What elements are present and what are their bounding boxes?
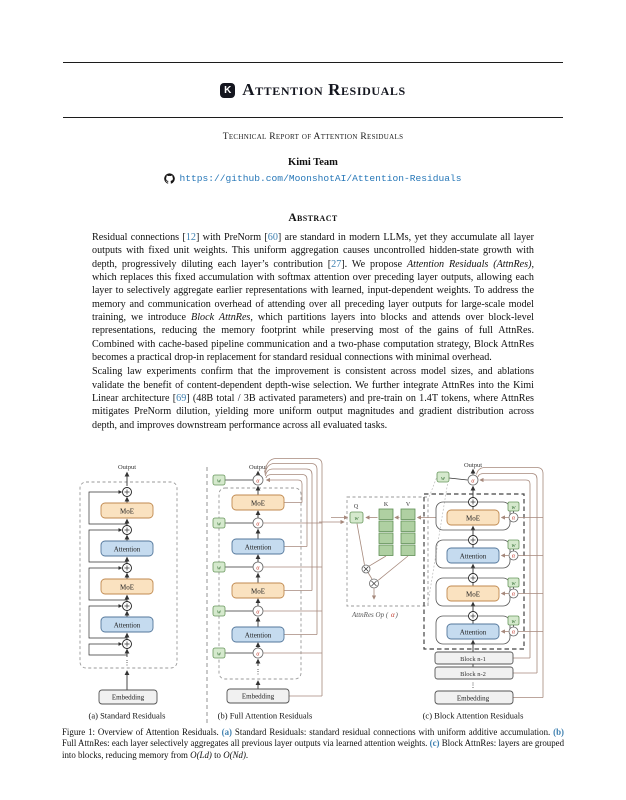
attention-label: Attention bbox=[113, 621, 141, 630]
embedding-label: Embedding bbox=[456, 694, 490, 703]
inset-caption-alpha: α bbox=[391, 611, 395, 619]
paper-title: Attention Residuals bbox=[242, 80, 406, 99]
author-name: Kimi Team bbox=[288, 157, 338, 168]
figure-caption: Figure 1: Overview of Attention Residuals. (a) Standard Residuals: standard residual connections with uniform additive accumulation. (b) Full AttnRes: each layer selectively aggregates all previous layer outputs via learned attention weights. (c) Block AttnRes: layers are grouped into blocks, reducing memory from O(Ld) to O(Nd). bbox=[62, 727, 565, 760]
svg-text:α: α bbox=[511, 553, 516, 560]
svg-text:w: w bbox=[216, 521, 222, 528]
weight-link bbox=[449, 478, 468, 480]
attnres-op-inset bbox=[331, 477, 448, 620]
moe-label: MoE bbox=[120, 507, 134, 516]
svg-text:α: α bbox=[511, 591, 516, 598]
svg-text:w: w bbox=[511, 580, 516, 587]
abstract-heading: Abstract bbox=[288, 212, 338, 224]
svg-text:α: α bbox=[511, 515, 516, 522]
moe-label: MoE bbox=[120, 583, 134, 592]
paper-subtitle: Technical Report of Attention Residuals bbox=[222, 132, 404, 142]
svg-text:α: α bbox=[256, 609, 260, 616]
moe-label: MoE bbox=[251, 587, 265, 596]
block-group bbox=[436, 612, 519, 645]
block-group bbox=[436, 536, 519, 569]
query-label: Q bbox=[353, 504, 359, 510]
attn-residual-channels bbox=[264, 459, 345, 697]
svg-text:α: α bbox=[256, 651, 260, 658]
svg-text:α: α bbox=[256, 478, 260, 485]
attention-label: Attention bbox=[459, 552, 487, 561]
attention-label: Attention bbox=[459, 628, 487, 637]
diagram-c-block-attnres bbox=[423, 462, 543, 721]
block-n1-label: Block n-1 bbox=[460, 655, 486, 663]
output-label: Output bbox=[117, 464, 137, 471]
value-label: V bbox=[405, 502, 411, 508]
zoom-link-line bbox=[428, 477, 437, 501]
svg-text:w: w bbox=[511, 504, 516, 511]
block-group bbox=[436, 498, 519, 531]
subcaption-b: (b) Full Attention Residuals bbox=[217, 710, 313, 721]
header-rule-top bbox=[63, 62, 563, 63]
key-label: K bbox=[383, 502, 389, 508]
svg-text:w: w bbox=[216, 478, 222, 485]
figure-1-diagram bbox=[0, 455, 626, 725]
github-icon bbox=[164, 173, 175, 184]
attention-label: Attention bbox=[244, 631, 272, 640]
inset-caption: AttnRes Op ( bbox=[352, 611, 389, 619]
abstract-body bbox=[92, 231, 534, 433]
svg-text:α: α bbox=[511, 629, 516, 636]
svg-text:w: w bbox=[354, 515, 359, 522]
repo-link-row bbox=[0, 173, 626, 184]
output-label: Output bbox=[463, 462, 483, 469]
output-label: Output bbox=[248, 464, 268, 471]
svg-text:w: w bbox=[216, 651, 222, 658]
ellipsis: ⋮ bbox=[254, 668, 262, 676]
diagram-b-full-attnres bbox=[213, 459, 344, 721]
attention-label: Attention bbox=[113, 545, 141, 554]
svg-text:w: w bbox=[216, 565, 222, 572]
block-n2-label: Block n-2 bbox=[460, 670, 486, 678]
svg-text:α: α bbox=[256, 565, 260, 572]
svg-text:w: w bbox=[511, 542, 516, 549]
paper-title-row bbox=[0, 80, 626, 100]
ellipsis: ⋮ bbox=[469, 681, 477, 690]
subcaption-a: (a) Standard Residuals bbox=[88, 710, 166, 721]
attention-label: Attention bbox=[244, 543, 272, 552]
moe-label: MoE bbox=[466, 590, 480, 599]
abstract-paragraph-2: Scaling law experiments confirm that the improvement is consistent across model sizes, and ablations validate the benefit of content-dependent depth-wise selection. We further integrate AttnRes into the Kimi Linear architecture [69] (48B total / 3B activated parameters) and pre-train on 1.4T tokens, where AttnRes mitigates PreNorm dilution, yielding more uniform output magnitudes and gradient distribution across depth, and improves downstream performance across all evaluated tasks. bbox=[92, 366, 534, 431]
header-rule-bottom bbox=[63, 117, 563, 118]
repo-link[interactable]: https://github.com/MoonshotAI/Attention-Residuals bbox=[179, 173, 462, 184]
value-cells bbox=[401, 509, 415, 556]
abstract-paragraph-1: Residual connections [12] with PreNorm [60] are standard in modern LLMs, yet they accumulate all layer outputs with fixed unit weights. This uniform aggregation causes uncontrolled hidden-state growth with depth, progressively diluting each layer’s contribution [27]. We propose Attention Residuals (AttnRes), which replaces this fixed accumulation with softmax attention over preceding layer outputs, allowing each layer to selectively aggregate earlier representations with learned, input-dependent weights. To address the memory and communication overhead of attending over all preceding layer outputs for large-scale model training, we introduce Block AttnRes, which partitions layers into blocks and attends over block-level representations, reducing the memory footprint while preserving most of the gains of full AttnRes. Combined with cache-based pipeline communication and a two-phase computation strategy, Block AttnRes becomes a practical drop-in replacement for standard residual connections with minimal overhead. bbox=[92, 232, 535, 364]
moe-label: MoE bbox=[251, 499, 265, 508]
subcaption-c: (c) Block Attention Residuals bbox=[422, 710, 524, 721]
kimi-logo-icon: K bbox=[220, 83, 235, 98]
svg-text:α: α bbox=[471, 478, 475, 485]
svg-text:α: α bbox=[256, 521, 260, 528]
diagram-a-standard-residuals bbox=[80, 464, 177, 721]
inset-caption: ) bbox=[395, 611, 398, 619]
embedding-label: Embedding bbox=[241, 692, 275, 701]
svg-text:w: w bbox=[216, 609, 222, 616]
moe-label: MoE bbox=[466, 514, 480, 523]
svg-text:w: w bbox=[511, 618, 516, 625]
svg-text:w: w bbox=[440, 475, 446, 482]
key-cells bbox=[379, 509, 393, 556]
ellipsis: ⋮ bbox=[123, 659, 131, 667]
embedding-label: Embedding bbox=[111, 693, 145, 702]
block-group bbox=[436, 574, 519, 607]
